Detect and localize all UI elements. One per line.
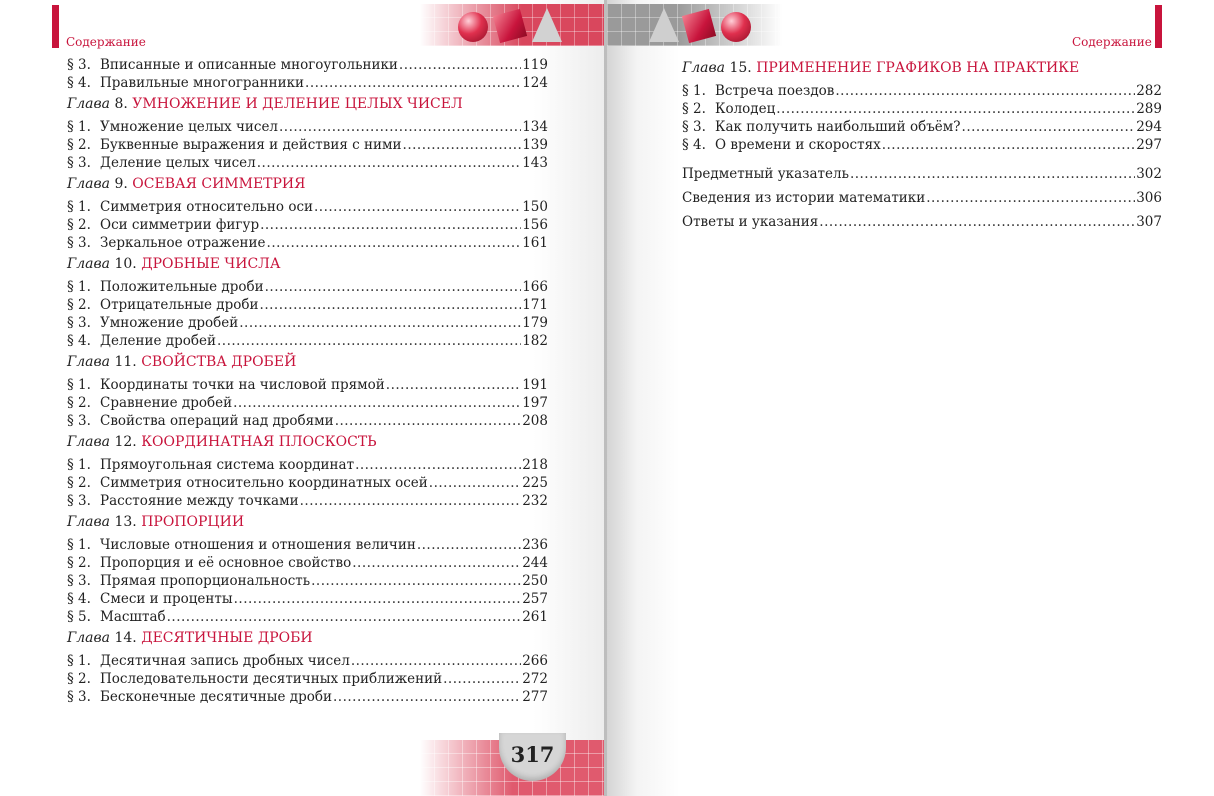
dot-leader [311, 572, 521, 590]
entry-page: 250 [522, 573, 548, 589]
entry-title: Вписанные и описанные многоугольники [100, 57, 398, 73]
chapter-block [67, 630, 548, 706]
right-running-header: Содержание [1072, 35, 1152, 49]
toc-entry [67, 608, 548, 626]
dot-leader [776, 100, 1135, 118]
entry-page: 191 [522, 377, 548, 393]
toc-entry [67, 56, 548, 74]
chapter-title: СВОЙСТВА ДРОБЕЙ [141, 354, 297, 370]
entry-title: Числовые отношения и отношения величин [100, 537, 416, 553]
dot-leader [352, 554, 521, 572]
chapter-number: 10. [114, 256, 137, 272]
toc-entry [682, 100, 1162, 118]
chapter-heading [67, 514, 548, 530]
section-number: § 1. [67, 653, 91, 669]
toc-entry [67, 118, 548, 136]
toc-right-column [682, 56, 1162, 234]
entry-title: Умножение целых чисел [100, 119, 279, 135]
entry-page: 266 [522, 653, 548, 669]
dot-leader [351, 652, 521, 670]
entry-title: Отрицательные дроби [100, 297, 259, 313]
section-number: § 3. [67, 573, 91, 589]
entry-page: 143 [522, 155, 548, 171]
chapter-label: Глава [67, 96, 111, 112]
section-number: § 2. [67, 475, 91, 491]
chapter-number: 12. [114, 434, 137, 450]
entry-page: 218 [522, 457, 548, 473]
section-number: § 2. [67, 671, 91, 687]
section-number: § 3. [67, 155, 91, 171]
entry-page: 272 [522, 671, 548, 687]
entry-page: 306 [1136, 190, 1162, 206]
chapter-heading [682, 60, 1162, 76]
dot-leader [443, 670, 521, 688]
section-number: § 1. [67, 537, 91, 553]
dot-leader [386, 376, 521, 394]
chapter-block [682, 60, 1162, 154]
left-page [0, 0, 606, 796]
section-number: § 1. [67, 457, 91, 473]
toc-entry [67, 74, 548, 92]
dot-leader [300, 492, 522, 510]
dot-leader [267, 234, 522, 252]
dot-leader [233, 394, 521, 412]
entry-page: 225 [522, 475, 548, 491]
toc-entry [67, 136, 548, 154]
entry-page: 197 [522, 395, 548, 411]
dot-leader [260, 296, 522, 314]
entry-page: 232 [522, 493, 548, 509]
dot-leader [882, 136, 1136, 154]
entry-title: Положительные дроби [100, 279, 264, 295]
entry-title: Бесконечные десятичные дроби [100, 689, 332, 705]
dot-leader [850, 162, 1135, 186]
toc-entry [67, 492, 548, 510]
toc-entry [67, 332, 548, 350]
dot-leader [417, 536, 521, 554]
dot-leader [355, 456, 521, 474]
dot-leader [962, 118, 1136, 136]
toc-entry [67, 394, 548, 412]
section-number: § 5. [67, 609, 91, 625]
section-number: § 2. [67, 217, 91, 233]
entry-page: 307 [1136, 214, 1162, 230]
toc-entry [67, 314, 548, 332]
chapter-block [67, 434, 548, 510]
entry-title: Встреча поездов [715, 83, 835, 99]
dot-leader [335, 412, 522, 430]
toc-entry [67, 376, 548, 394]
dot-leader [835, 82, 1135, 100]
entry-title: Свойства операций над дробями [100, 413, 334, 429]
entry-title: Симметрия относительно координатных осей [100, 475, 428, 491]
toc-top-entries [67, 56, 548, 92]
entry-title: Пропорция и её основное свойство [100, 555, 352, 571]
toc-left-column [67, 56, 548, 710]
section-number: § 2. [682, 101, 706, 117]
dot-leader [333, 688, 521, 706]
toc-entry [67, 154, 548, 172]
entry-page: 134 [522, 119, 548, 135]
right-page [607, 0, 1214, 796]
dot-leader [167, 608, 522, 626]
section-number: § 3. [67, 689, 91, 705]
chapter-heading [67, 434, 548, 450]
entry-title: Ответы и указания [682, 214, 819, 230]
entry-page: 119 [522, 57, 548, 73]
chapter-number: 15. [729, 60, 752, 76]
entry-title: Масштаб [100, 609, 166, 625]
entry-page: 257 [522, 591, 548, 607]
section-number: § 1. [67, 279, 91, 295]
chapter-number: 11. [114, 354, 137, 370]
section-number: § 1. [67, 377, 91, 393]
chapter-title: ОСЕВАЯ СИММЕТРИЯ [132, 176, 306, 192]
entry-title: Деление дробей [100, 333, 217, 349]
dot-leader [234, 590, 522, 608]
entry-title: Колодец [715, 101, 776, 117]
chapter-block [67, 96, 548, 172]
toc-entry [67, 590, 548, 608]
entry-title: Как получить наибольший объём? [715, 119, 961, 135]
entry-page: 244 [522, 555, 548, 571]
entry-title: Оси симметрии фигур [100, 217, 260, 233]
toc-entry [67, 296, 548, 314]
section-number: § 1. [67, 199, 91, 215]
entry-page: 282 [1136, 83, 1162, 99]
entry-title: Последовательности десятичных приближений [100, 671, 443, 687]
left-header-bar [52, 5, 59, 48]
right-header-bar [1155, 5, 1162, 48]
entry-page: 294 [1136, 119, 1162, 135]
entry-page: 302 [1136, 166, 1162, 182]
sphere-decoration [458, 12, 488, 42]
entry-title: Координаты точки на числовой прямой [100, 377, 385, 393]
entry-title: Умножение дробей [100, 315, 239, 331]
toc-right-chapters [682, 60, 1162, 154]
section-number: § 3. [682, 119, 706, 135]
chapter-number: 13. [114, 514, 137, 530]
section-number: § 2. [67, 555, 91, 571]
entry-page: 171 [522, 297, 548, 313]
entry-title: Правильные многогранники [100, 75, 305, 91]
toc-entry [67, 456, 548, 474]
toc-entry [67, 278, 548, 296]
entry-page: 139 [522, 137, 548, 153]
entry-title: Сведения из истории математики [682, 190, 926, 206]
chapter-title: УМНОЖЕНИЕ И ДЕЛЕНИЕ ЦЕЛЫХ ЧИСЕЛ [132, 96, 463, 112]
entry-title: Прямоугольная система координат [100, 457, 355, 473]
toc-left-chapters [67, 96, 548, 706]
chapter-label: Глава [67, 630, 111, 646]
section-number: § 1. [67, 119, 91, 135]
dot-leader [217, 332, 521, 350]
dot-leader [429, 474, 521, 492]
entry-page: 150 [522, 199, 548, 215]
section-number: § 4. [67, 591, 91, 607]
entry-page: 289 [1136, 101, 1162, 117]
chapter-number: 9. [114, 176, 128, 192]
chapter-label: Глава [67, 434, 111, 450]
toc-entry [67, 412, 548, 430]
section-number: § 4. [682, 137, 706, 153]
toc-entry [67, 572, 548, 590]
left-running-header: Содержание [66, 35, 146, 49]
entry-page: 236 [522, 537, 548, 553]
dot-leader [403, 136, 522, 154]
section-number: § 2. [67, 395, 91, 411]
toc-entry [67, 670, 548, 688]
chapter-number: 8. [114, 96, 128, 112]
section-number: § 1. [682, 83, 706, 99]
section-number: § 3. [67, 413, 91, 429]
entry-title: Зеркальное отражение [100, 235, 266, 251]
cone-decoration [532, 8, 562, 42]
entry-page: 297 [1136, 137, 1162, 153]
chapter-label: Глава [682, 60, 726, 76]
entry-page: 179 [522, 315, 548, 331]
entry-page: 161 [522, 235, 548, 251]
chapter-heading [67, 630, 548, 646]
chapter-block [67, 354, 548, 430]
chapter-heading [67, 176, 548, 192]
chapter-number: 14. [114, 630, 137, 646]
toc-entry [682, 136, 1162, 154]
section-number: § 4. [67, 75, 91, 91]
chapter-title: КООРДИНАТНАЯ ПЛОСКОСТЬ [141, 434, 377, 450]
entry-title: Расстояние между точками [100, 493, 299, 509]
page-number: 317 [499, 733, 566, 781]
entry-title: Смеси и проценты [100, 591, 233, 607]
chapter-heading [67, 256, 548, 272]
dot-leader [314, 198, 521, 216]
dot-leader [257, 154, 521, 172]
section-number: § 3. [67, 493, 91, 509]
toc-entry [67, 234, 548, 252]
sphere-decoration [721, 12, 751, 42]
dot-leader [399, 56, 521, 74]
toc-entry [67, 536, 548, 554]
toc-entry [67, 688, 548, 706]
chapter-label: Глава [67, 256, 111, 272]
entry-page: 208 [522, 413, 548, 429]
entry-title: О времени и скоростях [715, 137, 881, 153]
entry-title: Сравнение дробей [100, 395, 233, 411]
entry-page: 124 [522, 75, 548, 91]
entry-title: Деление целых чисел [100, 155, 256, 171]
entry-page: 261 [522, 609, 548, 625]
chapter-title: ПРОПОРЦИИ [141, 514, 245, 530]
section-number: § 2. [67, 297, 91, 313]
cone-decoration [649, 8, 679, 42]
chapter-block [67, 514, 548, 626]
chapter-block [67, 256, 548, 350]
dot-leader [926, 186, 1135, 210]
toc-entry [67, 198, 548, 216]
entry-title: Десятичная запись дробных чисел [100, 653, 350, 669]
dot-leader [260, 216, 521, 234]
dot-leader [239, 314, 521, 332]
dot-leader [279, 118, 521, 136]
entry-page: 166 [522, 279, 548, 295]
toc-entry [682, 186, 1162, 210]
toc-entry [682, 82, 1162, 100]
chapter-block [67, 176, 548, 252]
toc-entry [67, 652, 548, 670]
toc-entry [682, 118, 1162, 136]
toc-entry [682, 162, 1162, 186]
entry-page: 156 [522, 217, 548, 233]
chapter-title: ДЕСЯТИЧНЫЕ ДРОБИ [141, 630, 313, 646]
chapter-label: Глава [67, 354, 111, 370]
toc-entry [682, 210, 1162, 234]
chapter-label: Глава [67, 514, 111, 530]
section-number: § 4. [67, 333, 91, 349]
toc-entry [67, 216, 548, 234]
toc-extra-entries [682, 162, 1162, 234]
dot-leader [305, 74, 521, 92]
entry-title: Буквенные выражения и действия с ними [100, 137, 402, 153]
toc-entry [67, 474, 548, 492]
entry-title: Прямая пропорциональность [100, 573, 311, 589]
entry-title: Предметный указатель [682, 166, 849, 182]
toc-entry [67, 554, 548, 572]
section-number: § 3. [67, 315, 91, 331]
entry-page: 182 [522, 333, 548, 349]
chapter-title: ДРОБНЫЕ ЧИСЛА [141, 256, 281, 272]
section-number: § 2. [67, 137, 91, 153]
dot-leader [265, 278, 522, 296]
chapter-title: ПРИМЕНЕНИЕ ГРАФИКОВ НА ПРАКТИКЕ [756, 60, 1080, 76]
chapter-heading [67, 96, 548, 112]
entry-page: 277 [522, 689, 548, 705]
section-number: § 3. [67, 235, 91, 251]
entry-title: Симметрия относительно оси [100, 199, 314, 215]
chapter-label: Глава [67, 176, 111, 192]
chapter-heading [67, 354, 548, 370]
dot-leader [819, 210, 1135, 234]
section-number: § 3. [67, 57, 91, 73]
